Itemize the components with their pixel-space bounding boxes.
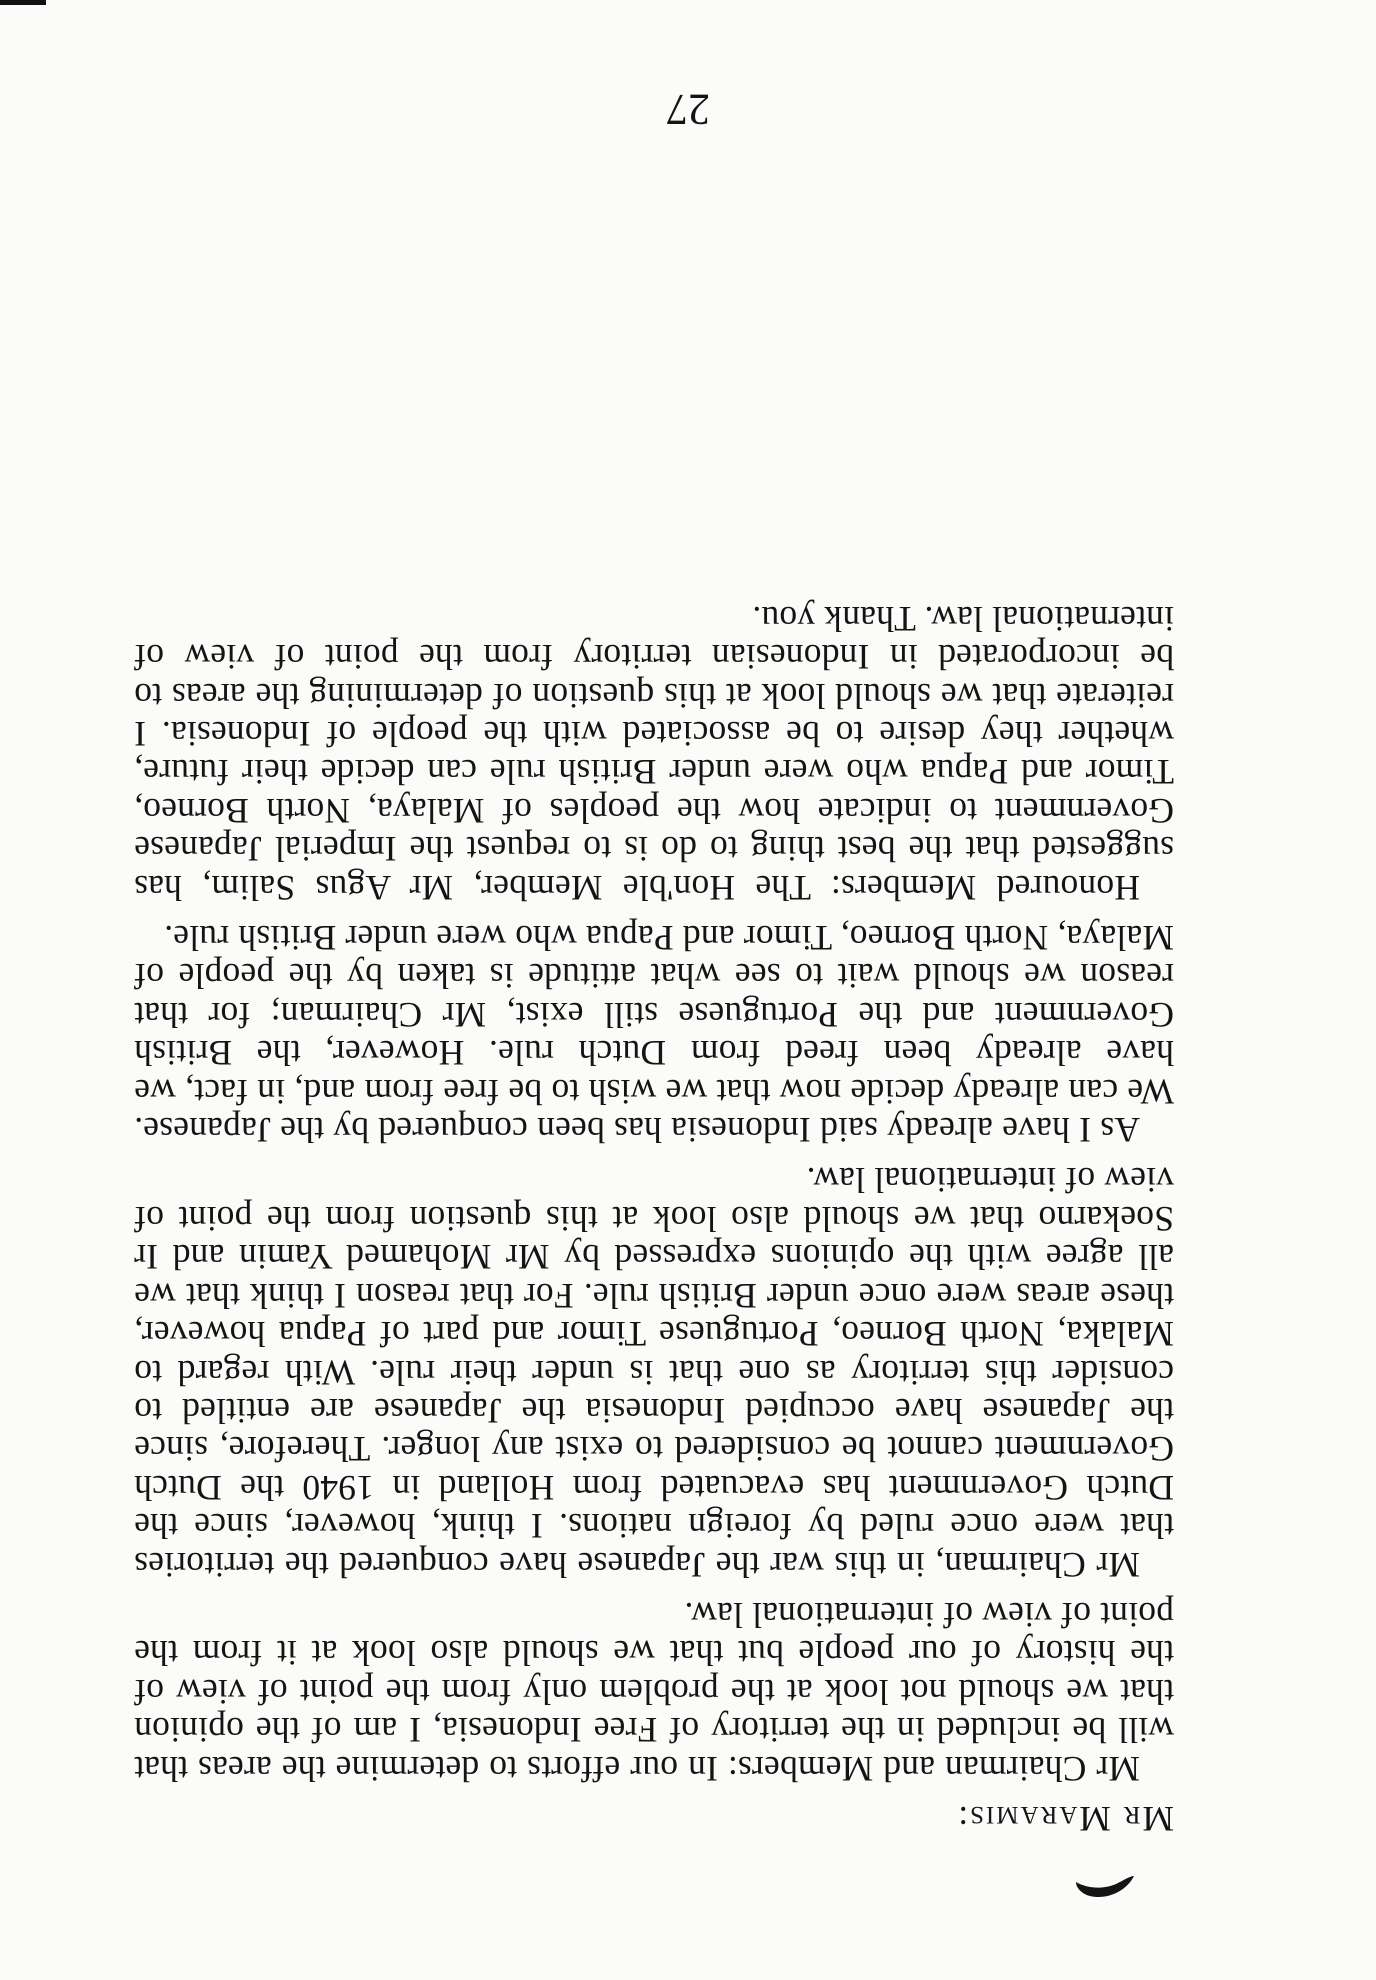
speaker-name: Mr Maramis: [956, 1799, 1174, 1839]
paragraph-1: Mr Chairman and Members: In our efforts to determine the areas that will be included in the territory of Free Indonesia, I am of the opinion that we should not look at the problem only from the point of view of the history of our people but that we should also look at it from the point of view of international law. [134, 1594, 1174, 1789]
ink-blot-mark [1074, 1874, 1136, 1902]
paragraph-3: As I have already said Indonesia has been conquered by the Japanese. We can already decide now that we wish to be free from and, in fact, we have already been freed from Dutch rule. However, the British Government and the Portuguese still exist, Mr Chairman; for that reason we should wait to see what attitude is taken by the people of Malaya, North Borneo, Timor and Papua who were under British rule. [134, 918, 1174, 1151]
text-block [134, 587, 1174, 1838]
paragraph-4: Honoured Members: The Hon'ble Member, Mr Agus Salim, has suggested that the best thing to do is to request the Imperial Japanese Government to indicate how the peoples of Malaya, North Borneo, Timor and Papua who were under British rule can decide their future, whether they desire to be associated with the people of Indonesia. I reiterate that we should look at this question of determining the areas to be incorporated in Indonesian territory from the point of view of international law. Thank you. [134, 598, 1174, 908]
scan-edge-mark [0, 0, 46, 5]
paragraph-2: Mr Chairman, in this war the Japanese have conquered the territories that were once ruled by foreign nations. I think, however, since the Dutch Government has evacuated from Holland in 1940 the Dutch Government cannot be considered to exist any longer. Therefore, since the Japanese have occupied Indonesia the Japanese are entitled to consider this territory as one that is under their rule. With regard to Malaka, North Borneo, Portuguese Timor and part of Papua however, these areas were once under British rule. For that reason I think that we all agree with the opinions expressed by Mr Mohamed Yamin and Ir Soekarno that we should also look at this question from the point of view of international law. [134, 1160, 1174, 1585]
page-number: 27 [666, 85, 710, 134]
